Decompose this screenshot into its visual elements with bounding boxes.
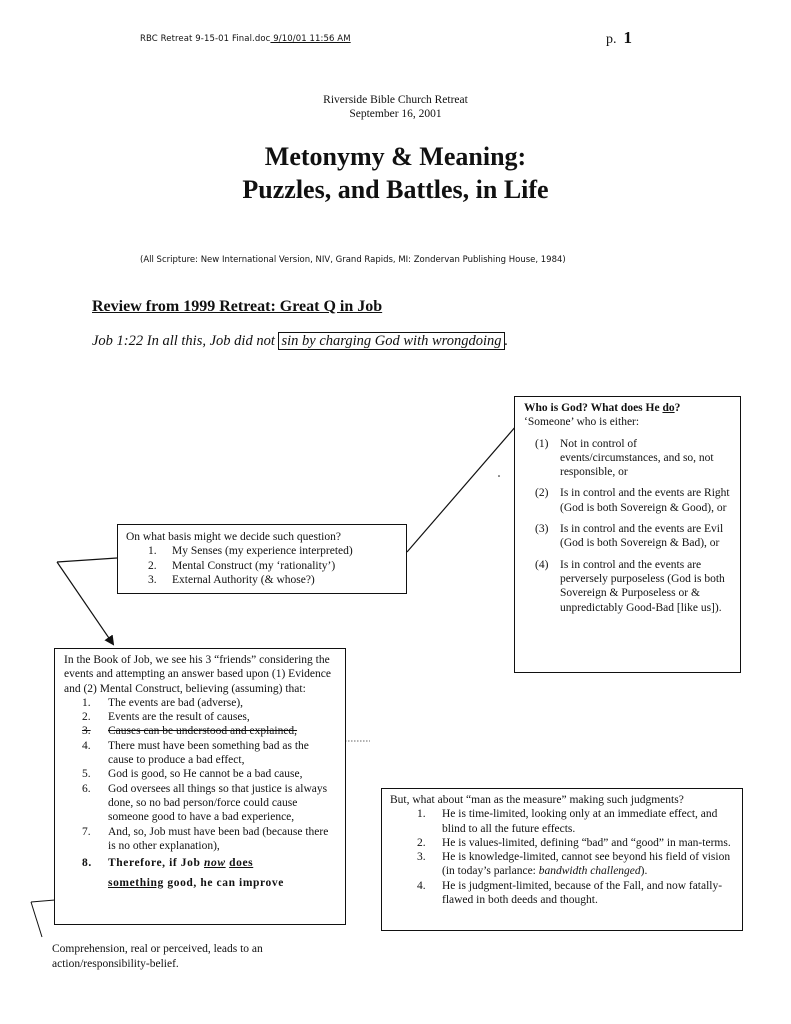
item-number: 1. xyxy=(417,808,426,821)
list-item xyxy=(390,807,734,836)
item-text: He is time-limited, looking only at an immediate effect, and blind to all the future effects. xyxy=(442,808,718,835)
item-text: Causes can be understood and explained, xyxy=(108,725,298,738)
who-list xyxy=(524,437,731,615)
list-item-struck xyxy=(64,724,336,738)
event-date: September 16, 2001 xyxy=(349,108,442,120)
review-heading: Review from 1999 Retreat: Great Q in Job xyxy=(92,298,383,315)
item-text: There must have been something bad as the cause to produce a bad effect, xyxy=(108,739,309,767)
item-number: 3. xyxy=(417,851,426,864)
item-text: My Senses (my experience interpreted) xyxy=(172,545,353,558)
verse-reference: Job 1:22 In all this, Job did not xyxy=(92,333,279,349)
item-text: God oversees all things so that justice is always done, so no bad person/force could cause someone good to have a bad experience, xyxy=(108,782,328,824)
basis-heading: On what basis might we decide such question? xyxy=(126,531,341,543)
item-text: He is values-limited, defining “bad” and “good” in man-terms. xyxy=(442,836,731,849)
item-number: 7. xyxy=(82,825,91,838)
list-item-conclusion xyxy=(64,853,336,893)
who-heading-text: Who is God? What does He xyxy=(524,402,663,414)
who-subheading: ‘Someone’ who is either: xyxy=(524,416,640,429)
item8-something: something xyxy=(108,877,164,890)
item-number: 2. xyxy=(417,836,426,849)
item3-end: ). xyxy=(640,865,648,878)
item-text: Is in control and the events are Right (God is both Sovereign & Good), or xyxy=(560,487,730,514)
item8-end: good, he can improve xyxy=(163,877,284,890)
list-item xyxy=(64,710,336,724)
item-number: 6. xyxy=(82,782,91,795)
item-number: 1. xyxy=(82,696,91,709)
item-number: (3) xyxy=(535,523,549,536)
who-heading-end: ? xyxy=(674,402,681,414)
verse-end: . xyxy=(504,333,509,349)
item-number: 2. xyxy=(82,711,91,724)
list-item xyxy=(524,522,731,551)
item3-pre: He is knowledge-limited, cannot see beyond his field of vision (in today’s parlance: xyxy=(442,851,731,878)
arrow-basis-to-job xyxy=(57,558,117,562)
list-item xyxy=(64,825,336,854)
item-number: 1. xyxy=(148,545,157,558)
list-item xyxy=(126,544,398,558)
item8-does: does xyxy=(229,857,254,870)
list-item xyxy=(390,850,734,879)
list-item xyxy=(524,437,731,480)
list-item xyxy=(524,558,731,615)
list-item xyxy=(64,782,336,825)
item-text: Not in control of events/circumstances, and so, not responsible, or xyxy=(560,437,714,479)
book-of-job-box xyxy=(54,648,346,925)
item3-italic: bandwidth challenged xyxy=(538,865,641,878)
arrow-basis-to-who xyxy=(407,418,523,552)
item-text xyxy=(442,850,734,879)
man-heading: But, what about “man as the measure” making such judgments? xyxy=(390,794,684,806)
item-text: Mental Construct (my ‘rationality’) xyxy=(172,559,336,572)
page-number-value: 1 xyxy=(623,28,632,47)
page-label: p. xyxy=(606,32,617,47)
job-list xyxy=(64,696,336,893)
item-text: The events are bad (adverse), xyxy=(108,696,244,709)
list-item xyxy=(64,767,336,781)
title-line-1: Metonymy & Meaning: xyxy=(264,142,527,171)
item-number: (1) xyxy=(535,437,549,450)
event-name: Riverside Bible Church Retreat xyxy=(323,94,468,106)
item-text: External Authority (& whose?) xyxy=(172,573,315,586)
who-heading xyxy=(524,401,731,415)
timestamp-text: 9/10/01 11:56 AM xyxy=(270,34,351,44)
item-number: 8. xyxy=(82,857,92,870)
arrow-basis-to-job-2 xyxy=(57,562,113,644)
list-item xyxy=(64,696,336,710)
basis-question-box xyxy=(117,524,407,594)
item-number: 3. xyxy=(148,573,157,586)
item-number: 4. xyxy=(82,739,91,752)
title-line-2: Puzzles, and Battles, in Life xyxy=(242,175,549,204)
basis-list xyxy=(126,544,398,587)
stray-dot xyxy=(498,475,500,477)
list-item xyxy=(126,559,398,573)
list-item xyxy=(390,836,734,850)
item-number: (2) xyxy=(535,487,549,500)
item-text: Is in control and the events are perversely purposeless (God is both Sovereign & Purposeless or & unpredictably Good-Bad [like us]). xyxy=(560,558,725,614)
item-text: God is good, so He cannot be a bad cause, xyxy=(108,768,303,781)
who-heading-do: do xyxy=(662,402,675,414)
list-item xyxy=(390,879,734,908)
scripture-note: (All Scripture: New International Version, NIV, Grand Rapids, MI: Zondervan Publishing House, 1984) xyxy=(140,255,566,265)
man-list xyxy=(390,807,734,907)
item-text: He is judgment-limited, because of the Fall, and now fatally-flawed in both deeds and thought. xyxy=(442,879,723,907)
job-intro: In the Book of Job, we see his 3 “friends” considering the events and attempting an answer based upon (1) Evidence and (2) Mental Construct, believing (assuming) that: xyxy=(64,654,331,695)
footnote-text: Comprehension, real or perceived, leads to an action/responsibility-belief. xyxy=(52,943,263,970)
man-as-measure-box xyxy=(381,788,743,931)
item8-pre: Therefore, if Job xyxy=(108,857,204,870)
item-text: Is in control and the events are Evil (God is both Sovereign & Bad), or xyxy=(560,523,724,550)
item-number: 3. xyxy=(82,725,91,738)
footnote-pointer xyxy=(31,902,42,937)
item-number: 4. xyxy=(417,879,426,892)
verse-boxed-phrase: sin by charging God with wrongdoing xyxy=(278,332,504,350)
item-text xyxy=(108,853,284,893)
filename-text: RBC Retreat 9-15-01 Final.doc xyxy=(140,34,271,44)
list-item xyxy=(64,739,336,768)
item-text: And, so, Job must have been bad (because there is no other explanation), xyxy=(108,825,329,852)
who-is-god-box xyxy=(514,396,741,673)
item-text: Events are the result of causes, xyxy=(108,711,250,724)
list-item xyxy=(126,573,398,587)
list-item xyxy=(524,486,731,515)
item-number: (4) xyxy=(535,558,549,571)
item8-now: now xyxy=(203,857,226,870)
item-number: 2. xyxy=(148,559,157,572)
footnote-pointer-2 xyxy=(31,900,55,902)
item-number: 5. xyxy=(82,768,91,781)
